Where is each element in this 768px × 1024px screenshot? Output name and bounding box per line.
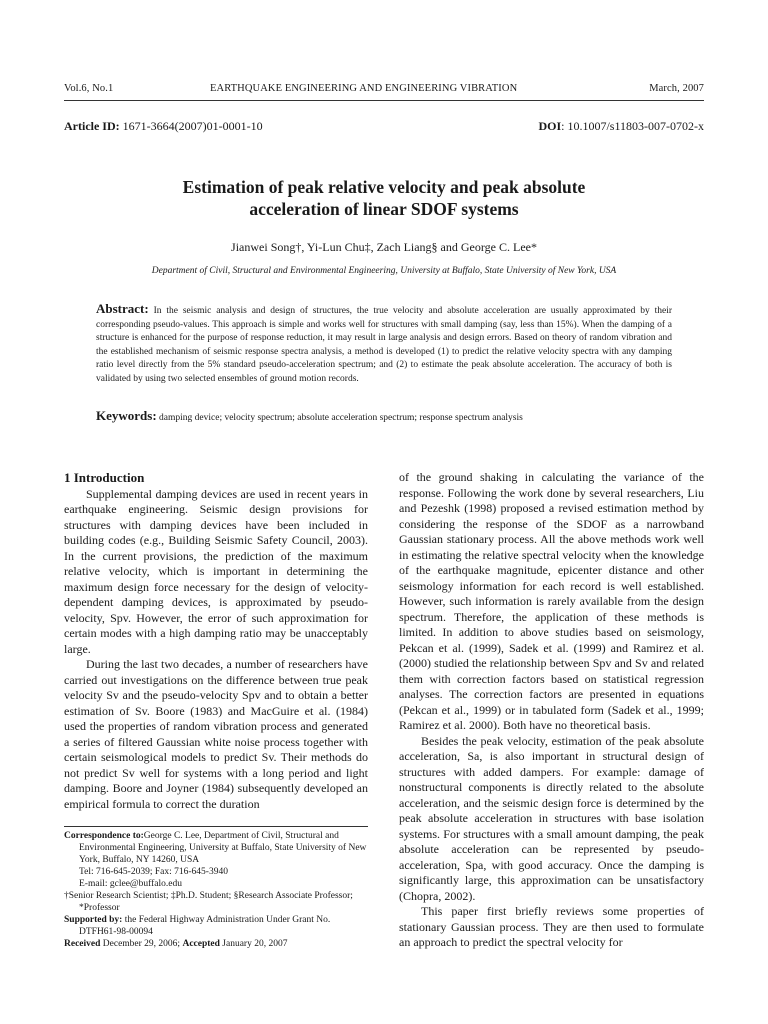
keywords-label: Keywords: <box>96 408 157 423</box>
dates <box>64 938 368 950</box>
header-rule <box>64 100 704 101</box>
issue-date: March, 2007 <box>649 83 704 94</box>
correspondence-label: Correspondence to: <box>64 831 144 841</box>
accepted-date: January 20, 2007 <box>222 939 288 949</box>
article-id <box>64 119 263 134</box>
section-heading: 1 Introduction <box>64 470 145 485</box>
telephone: Tel: 716-645-2039; Fax: 716-645-3940 <box>79 867 228 877</box>
paragraph: During the last two decades, a number of researchers have carried out investigations on the difference between true peak velocity Sv and the pseudo-velocity Spv and to obtain a better estimation of Sv. Boore (1983) and MacGuire et al. (1984) used the properties of random vibration process and generated a series of filtered Gaussian white noise process together with certain seismological models to predict Sv. Their methods do not predict Sv well for systems with a long period and light damping. Boore and Joyner (1984) subsequently developed an empirical formula to correct the duration <box>64 657 368 811</box>
correspondence <box>64 830 368 866</box>
article-id-label: Article ID: <box>64 119 120 133</box>
doi <box>538 119 704 134</box>
email: E-mail: gclee@buffalo.edu <box>79 879 183 889</box>
volume-label: Vol.6, No.1 <box>64 83 114 94</box>
article-id-value: 1671-3664(2007)01-0001-10 <box>122 119 263 133</box>
paragraph: This paper first briefly reviews some properties of stationary Gaussian process. They are then used to formulate an approach to predict the spectral velocity for <box>399 904 704 949</box>
keywords-text: damping device; velocity spectrum; absolute acceleration spectrum; response spectrum analysis <box>159 413 523 423</box>
accepted-label: Accepted <box>182 939 220 949</box>
title-line-2: acceleration of linear SDOF systems <box>249 199 519 219</box>
paragraph: Supplemental damping devices are used in recent years in earthquake engineering. Seismic design provisions for structures with damping devices have been included in building codes (e.g., Building Seismic Safety Council, 2003). In the current provisions, the prediction of the maximum relative velocity, which is important in determining the maximum design force necessary for the design of velocity-dependent damping devices, is approximated by pseudo-velocity, Spv. However, the error of such approximation for certain modes with a high damping ratio may be unacceptably large. <box>64 486 368 656</box>
paper-title <box>64 176 704 220</box>
funding-text: the Federal Highway Administration Under Grant No. DTFH61-98-00094 <box>79 915 331 937</box>
abstract-label: Abstract: <box>96 301 149 316</box>
keywords <box>96 408 672 424</box>
received-label: Received <box>64 939 101 949</box>
abstract-text: In the seismic analysis and design of structures, the true velocity and absolute acceleration are usually approximated by their corresponding pseudo-values. This approach is simple and works well for structures with small damping (say, less than 15%). When the damping of a structure is enhanced for the purpose of response reduction, it may result in large analysis and design errors. Based on theory of random vibration and the established mechanism of seismic response spectra analysis, a method is developed (1) to predict the relative velocity spectra with any damping ratio level directly from the 5% standard pseudo-acceleration spectrum; and (2) to estimate the peak absolute acceleration. The accuracy of both is validated by using two selected ensembles of ground motion records. <box>96 306 673 384</box>
title-line-1: Estimation of peak relative velocity and peak absolute <box>182 177 586 197</box>
right-column <box>399 470 704 951</box>
author-list: Jianwei Song†, Yi-Lun Chu‡, Zach Liang§ and George C. Lee* <box>231 240 537 254</box>
correspondence-text: George C. Lee, Department of Civil, Structural and Environmental Engineering, University at Buffalo, State University of New York, Buffalo, NY 14260, USA <box>79 831 367 865</box>
footnote-rule <box>64 826 368 827</box>
journal-name: EARTHQUAKE ENGINEERING AND ENGINEERING VIBRATION <box>210 83 518 94</box>
funding <box>64 914 368 938</box>
footnotes <box>64 830 368 950</box>
doi-value: : 10.1007/s11803-007-0702-x <box>561 119 704 133</box>
author-roles: †Senior Research Scientist; ‡Ph.D. Student; §Research Associate Professor; *Professor <box>64 891 353 913</box>
paragraph: Besides the peak velocity, estimation of the peak absolute acceleration, Sa, is also important in structural design of structures with added dampers. For example: damage of nonstructural components is directly related to the absolute acceleration, and the seismic design force is determined by the peak absolute acceleration in structures with base isolation systems. For structures with a small amount damping, the peak absolute acceleration can be represented by pseudo-acceleration, Spa, with good accuracy. Once the damping is significantly large, this approximation can be unsatisfactory (Chopra, 2002). <box>399 733 704 903</box>
left-column <box>64 470 368 812</box>
affiliation: Department of Civil, Structural and Environmental Engineering, University at Buffalo, State University of New York, USA <box>151 266 617 276</box>
paragraph: of the ground shaking in calculating the variance of the response. Following the work done by several researchers, Liu and Pezeshk (1998) proposed a revised estimation method by considering the response of the SDOF as a narrowband Gaussian stationary process. All the above methods work well in estimating the relative spectral velocity when the knowledge of the earthquake magnitude, epicenter distance and other seismology information for each record is well established. However, such information is rarely available from the design spectrum. Therefore, the application of these methods is limited. In addition to above studies based on seismology, Pekcan et al. (1999), Sadek et al. (1999) and Ramirez et al. (2000) studied the relationship between Spv and Sv and related them with correction factors based on statistical regression analyses. The correction factors are presented in equations (Pekcan et al., 1999) or in tabulated form (Sadek et al., 1999; Ramirez et al. 2000). Both have no theoretical basis. <box>399 470 704 732</box>
received-date: December 29, 2006; <box>102 939 181 949</box>
abstract <box>96 302 672 386</box>
funding-label: Supported by: <box>64 915 123 925</box>
doi-label: DOI <box>538 119 562 133</box>
